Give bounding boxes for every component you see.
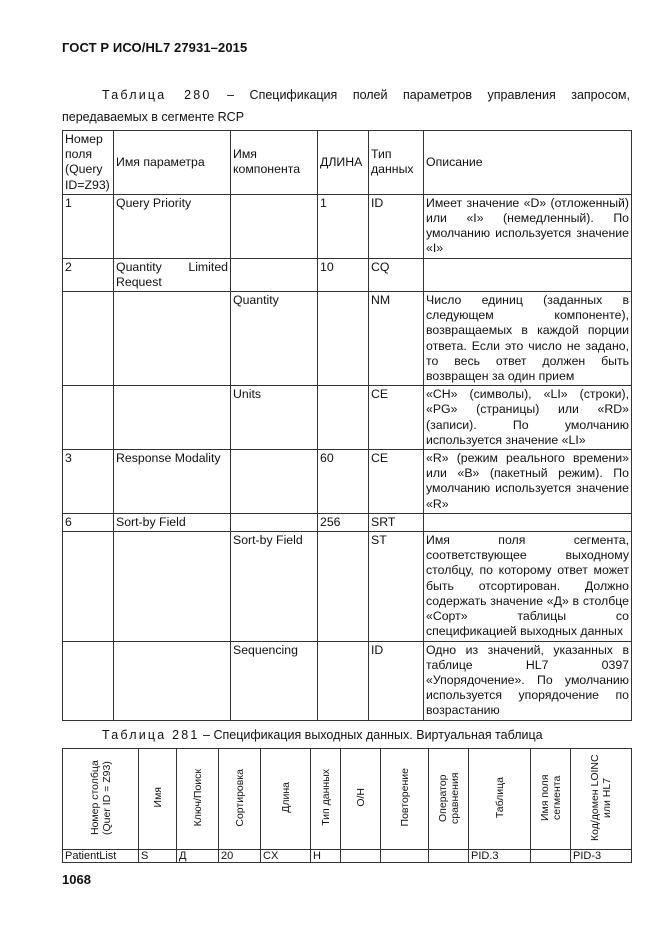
header-cell: [177, 749, 219, 850]
cell-component: [231, 513, 318, 531]
header-cell-description: Описание: [424, 131, 632, 195]
header-cell-text: Длина: [279, 782, 292, 813]
header-cell-field-number: Номер поля (Query ID=Z93): [63, 131, 114, 195]
header-cell-text: Код/домен LOINC или HL7: [589, 754, 613, 841]
cell-num: [63, 292, 114, 386]
cell-num: [63, 532, 114, 641]
cell: H: [311, 850, 341, 863]
cell-param: Query Priority: [114, 194, 231, 258]
cell: S: [139, 850, 177, 863]
cell-num: 2: [63, 258, 114, 291]
table-281-title: – Спецификация выходных данных. Виртуальная таблица: [199, 728, 543, 742]
cell-component: Sort-by Field: [231, 532, 318, 641]
table-281: [62, 748, 632, 863]
header-cell-text: О/Н: [354, 788, 367, 807]
cell-desc: Одно из значений, указанных в таблице HL7 0397 «Упорядочение». По умолчанию используется упорядочение по возрастанию: [424, 641, 632, 720]
cell-length: [318, 641, 369, 720]
cell: [531, 850, 571, 863]
cell-param-text: Quantity Limited Request: [116, 259, 228, 289]
header-cell-component-name: Имя компонента: [231, 131, 318, 195]
cell-param: Response Modality: [114, 450, 231, 514]
table-row: [63, 513, 632, 531]
cell-component: [231, 194, 318, 258]
cell-param: [114, 641, 231, 720]
cell-desc: «R» (режим реального времени» или «B» (пакетный режим). По умолчанию используется значение «R»: [424, 450, 632, 514]
cell-type: ID: [369, 641, 424, 720]
table-row: [63, 292, 632, 386]
cell-type: ID: [369, 194, 424, 258]
cell-desc: Имеет значение «D» (отложенный) или «I» (немедленный). По умолчанию используется значение «I»: [424, 194, 632, 258]
cell-length: 10: [318, 258, 369, 291]
document-code-header: ГОСТ Р ИСО/HL7 27931–2015: [62, 40, 248, 55]
cell-length: 256: [318, 513, 369, 531]
cell-type: CQ: [369, 258, 424, 291]
cell-length: 60: [318, 450, 369, 514]
header-cell: [261, 749, 311, 850]
table-row: [63, 850, 632, 863]
cell-param: [114, 386, 231, 450]
header-cell: [139, 749, 177, 850]
cell: PID.3: [469, 850, 531, 863]
header-cell: [531, 749, 571, 850]
cell-num: [63, 641, 114, 720]
cell-length: [318, 386, 369, 450]
header-cell-text: Повторение: [398, 768, 411, 827]
header-cell: [469, 749, 531, 850]
header-cell-text: Сортировка: [233, 768, 246, 827]
cell-type: SRT: [369, 513, 424, 531]
header-cell-text: Таблица: [493, 776, 506, 819]
table-280: [62, 130, 632, 721]
header-cell: [341, 749, 381, 850]
cell: 20: [219, 850, 261, 863]
cell-type: CE: [369, 386, 424, 450]
table-281-label: Таблица 281: [102, 728, 200, 742]
cell-component: Units: [231, 386, 318, 450]
table-row: [63, 532, 632, 641]
header-cell: [381, 749, 429, 850]
cell: [381, 850, 429, 863]
header-cell-data-type: Тип данных: [369, 131, 424, 195]
cell-num: 3: [63, 450, 114, 514]
page-number: 1068: [62, 872, 91, 887]
cell: PatientList: [63, 850, 139, 863]
cell-length: 1: [318, 194, 369, 258]
header-cell: [219, 749, 261, 850]
header-cell-text: Тип данных: [319, 769, 332, 826]
cell-component: Sequencing: [231, 641, 318, 720]
header-cell-text: Имя поля сегмента: [538, 774, 563, 821]
cell-type: ST: [369, 532, 424, 641]
cell-param: [114, 258, 231, 291]
cell-component: Quantity: [231, 292, 318, 386]
cell-num: 1: [63, 194, 114, 258]
header-cell: [571, 749, 632, 850]
cell-desc: «CH» (символы), «LI» (строки), «PG» (страницы) или «RD» (записи). По умолчанию используется значение «LI»: [424, 386, 632, 450]
header-cell: [311, 749, 341, 850]
cell-desc: Имя поля сегмента, соответствующее выходному столбцу, по которому ответ может быть отсортирован. Должно содержать значение «Д» в столбце «Сорт» таблицы со спецификацией выходных данных: [424, 532, 632, 641]
cell: Д: [177, 850, 219, 863]
header-cell: [63, 749, 139, 850]
cell-num: [63, 386, 114, 450]
cell-param: Sort-by Field: [114, 513, 231, 531]
cell-length: [318, 292, 369, 386]
header-cell-text: Имя: [151, 787, 164, 808]
header-cell-param-name: Имя параметра: [114, 131, 231, 195]
cell-desc: Число единиц (заданных в следующем компоненте), возвращаемых в каждой порции ответа. Если это число не задано, то весь ответ должен быть возвращен за один прием: [424, 292, 632, 386]
cell-type: CE: [369, 450, 424, 514]
cell: PID-3: [571, 850, 632, 863]
cell-param: [114, 292, 231, 386]
table-281-caption: [102, 728, 543, 742]
table-row: [63, 194, 632, 258]
table-row: [63, 641, 632, 720]
cell-desc: [424, 258, 632, 291]
header-cell-text: Ключ/Поиск: [191, 768, 204, 827]
header-cell-length: ДЛИНА: [318, 131, 369, 195]
table-281-header-row: [63, 749, 632, 850]
table-row: [63, 450, 632, 514]
cell: [341, 850, 381, 863]
cell-param: [114, 532, 231, 641]
cell: CX: [261, 850, 311, 863]
cell-desc: [424, 513, 632, 531]
table-header-row: [63, 131, 632, 195]
table-280-caption: [62, 84, 630, 128]
cell-component: [231, 258, 318, 291]
table-row: [63, 386, 632, 450]
table-row: [63, 258, 632, 291]
cell-num: 6: [63, 513, 114, 531]
cell-component: [231, 450, 318, 514]
table-280-title: – Спецификация полей параметров управления запросом, передаваемых в сегменте RCP: [62, 88, 630, 124]
cell-type: NM: [369, 292, 424, 386]
table-280-label: Таблица 280: [102, 88, 212, 102]
header-cell: [429, 749, 469, 850]
header-cell-text: Оператор сравнения: [436, 771, 461, 824]
cell: [429, 850, 469, 863]
cell-length: [318, 532, 369, 641]
header-cell-text: Номер столбца (Quer ID = Z93): [88, 760, 113, 835]
